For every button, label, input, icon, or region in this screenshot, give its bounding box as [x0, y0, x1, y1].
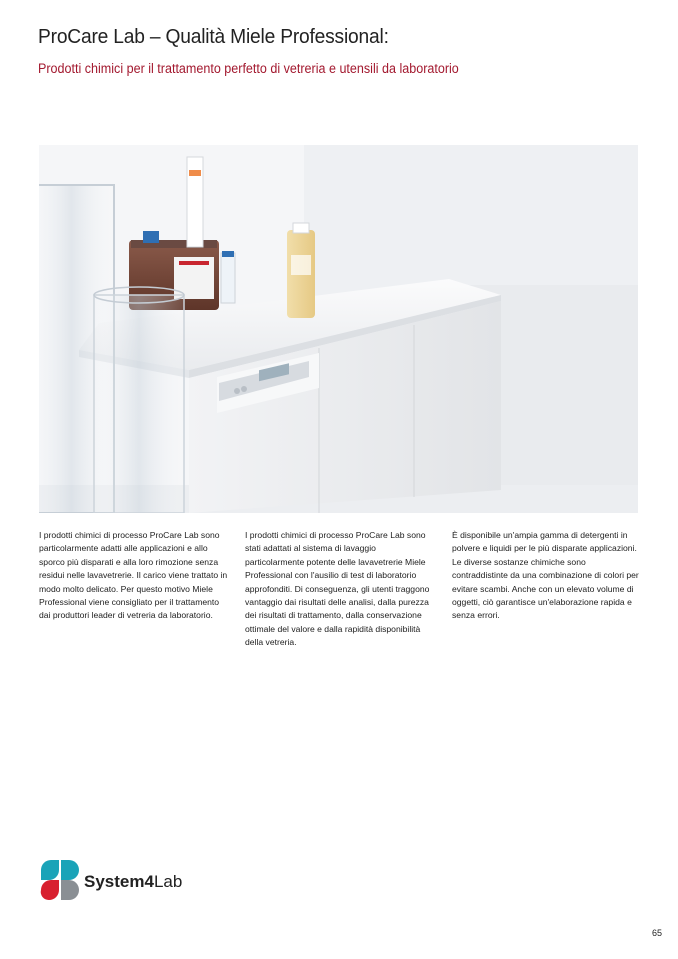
- system4lab-logo-icon: [38, 858, 80, 902]
- body-column-1: I prodotti chimici di processo ProCare Lab sono particolarmente adatti alle applicazioni e allo sporco più disparati e alla loro rimozione senza residui nelle lavavetrerie. Il carico viene trattato in modo molto delicato. Per questo motivo Miele Professional viene consigliato per il trattamento dai produttori leader di vetreria da laboratorio.: [39, 530, 228, 621]
- system4lab-logo-text: [84, 872, 182, 892]
- body-column-3: È disponibile un'ampia gamma di detergenti in polvere e liquidi per le più disparate applicazioni. Le diverse sostanze chimiche sono contraddistinte da una combinazione di colori per evitare scambi. Anche con un elevato volume di oggetti, ciò garantisce un'elaborazione rapida e senza errori.: [452, 530, 639, 621]
- laboratory-photo: [39, 145, 638, 513]
- page-number: 65: [651, 928, 662, 938]
- system4lab-logo: [38, 858, 182, 902]
- logo-text-bold: System4: [84, 872, 154, 891]
- body-column-2: I prodotti chimici di processo ProCare Lab sono stati adattati al sistema di lavaggio particolarmente potente delle lavavetrerie Miele Professional con l'ausilio di test di laboratorio approfonditi. Di conseguenza, gli utenti traggono vantaggio dai risultati delle analisi, dalla purezza dei risultati di trattamento, dalla conservazione ottimale del valore e dalla rapidità disponibilità della vetreria.: [245, 530, 430, 648]
- page-subtitle: Prodotti chimici per il trattamento perfetto di vetreria e utensili da laboratorio: [38, 61, 459, 76]
- logo-text-regular: Lab: [153, 872, 183, 891]
- page-title: ProCare Lab – Qualità Miele Professional:: [38, 26, 389, 48]
